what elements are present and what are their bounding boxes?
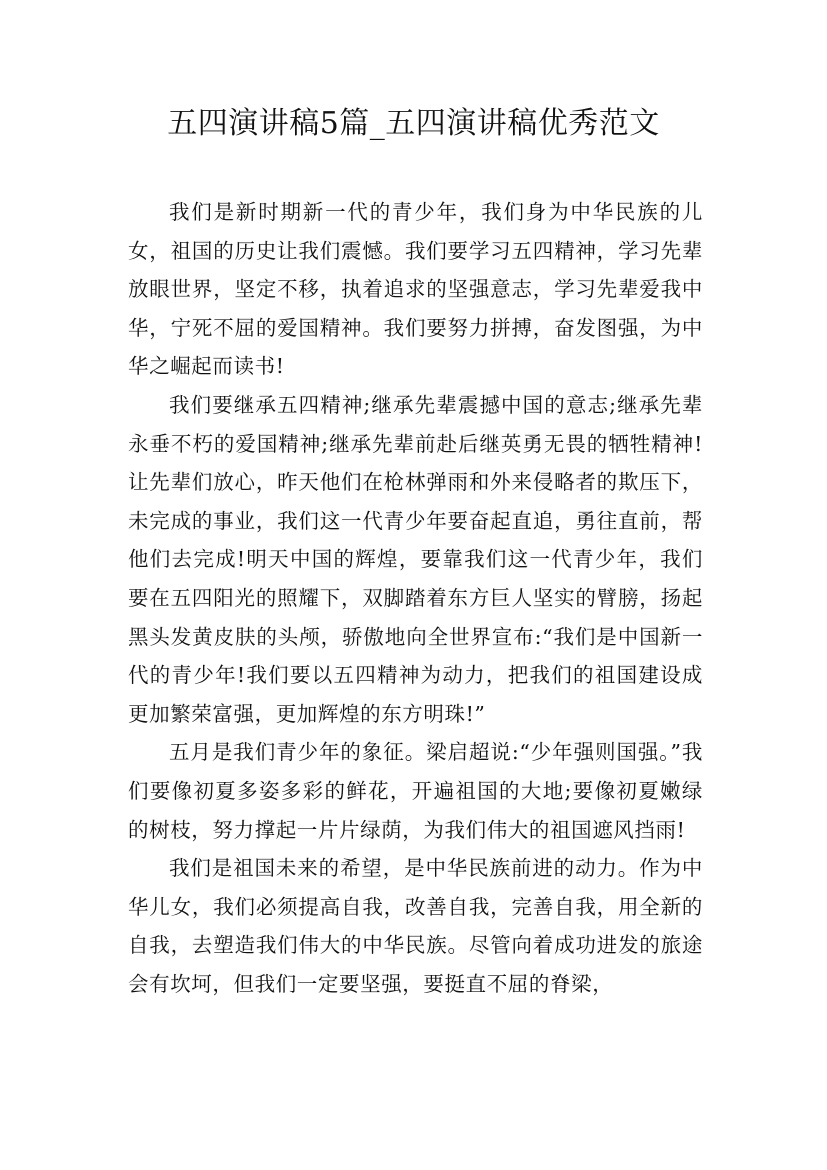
paragraph-1: 我们是新时期新一代的青少年，我们身为中华民族的儿女，祖国的历史让我们震憾。我们要学习五四精神，学习先辈放眼世界，坚定不移，执着追求的坚强意志，学习先辈爱我中华，宁死不屈的爱国精神。我们要努力拼搏，奋发图强，为中华之崛起而读书! <box>128 200 703 379</box>
paragraph-3: 五月是我们青少年的象征。梁启超说:“少年强则国强。”我们要像初夏多姿多彩的鲜花，开遍祖国的大地;要像初夏嫩绿的树枝，努力撑起一片片绿荫，为我们伟大的祖国遮风挡雨! <box>128 740 703 842</box>
document-title: 五四演讲稿5篇_五四演讲稿优秀范文 <box>167 106 660 141</box>
paragraph-4: 我们是祖国未来的希望，是中华民族前进的动力。作为中华儿女，我们必须提高自我，改善自我，完善自我，用全新的自我，去塑造我们伟大的中华民族。尽管向着成功进发的旅途会有坎坷，但我们一定要坚强，要挺直不屈的脊梁， <box>128 856 703 996</box>
document-body <box>128 193 703 1003</box>
paragraph-2: 我们要继承五四精神;继承先辈震撼中国的意志;继承先辈永垂不朽的爱国精神;继承先辈前赴后继英勇无畏的牺牲精神!让先辈们放心，昨天他们在枪林弹雨和外来侵略者的欺压下，未完成的事业，我们这一代青少年要奋起直追，勇往直前，帮他们去完成!明天中国的辉煌，要靠我们这一代青少年，我们要在五四阳光的照耀下，双脚踏着东方巨人坚实的臂膀，扬起黑头发黄皮肤的头颅，骄傲地向全世界宣布:“我们是中国新一代的青少年!我们要以五四精神为动力，把我们的祖国建设成更加繁荣富强，更加辉煌的东方明珠!” <box>128 392 703 726</box>
